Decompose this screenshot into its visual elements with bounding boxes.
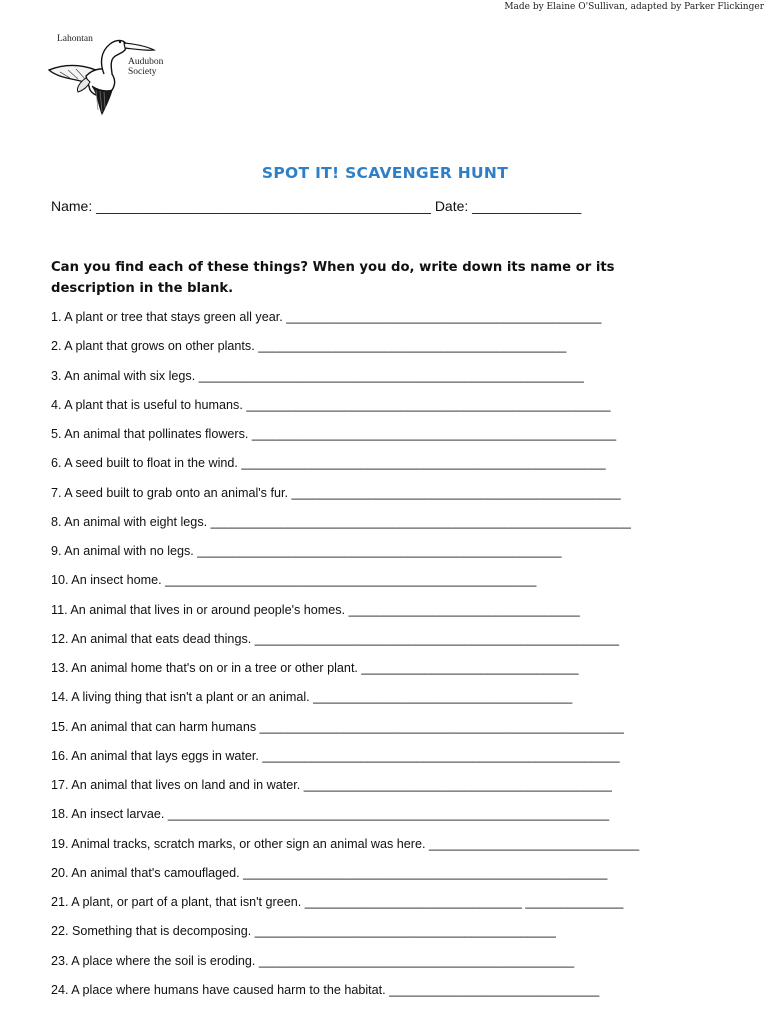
list-item: 22. Something that is decomposing. ___________________________________________ — [51, 924, 556, 939]
scavenger-list — [51, 308, 639, 1010]
list-item: 23. A place where the soil is eroding. _____________________________________________ — [51, 953, 575, 968]
list-item: 21. A plant, or part of a plant, that isn't green. _______________________________ ______________ — [51, 895, 624, 909]
list-item: 10. An insect home. _____________________________________________________ — [51, 573, 537, 588]
list-item: 11. An animal that lives in or around people's homes. _________________________________ — [51, 602, 580, 617]
list-item: 12. An animal that eats dead things. ____________________________________________________ — [51, 631, 619, 646]
list-item: 3. An animal with six legs. _______________________________________________________ — [51, 368, 584, 383]
list-item: 1. A plant or tree that stays green all year. _____________________________________________ — [51, 310, 602, 324]
logo-text-line3: Society — [128, 67, 157, 77]
list-item: 15. An animal that can harm humans ____________________________________________________ — [51, 719, 624, 734]
list-item: 24. A place where humans have caused harm to the habitat. ______________________________ — [51, 982, 600, 997]
list-item: 18. An insect larvae. _______________________________________________________________ — [51, 807, 610, 822]
list-item: 17. An animal that lives on land and in water. ____________________________________________ — [51, 778, 612, 792]
name-date-line: Name: ___________________________________________ Date: ______________ — [51, 198, 582, 214]
logo-text-line1: Lahontan — [57, 34, 93, 44]
list-item: 9. An animal with no legs. ____________________________________________________ — [51, 544, 562, 558]
list-item: 16. An animal that lays eggs in water. ___________________________________________________ — [51, 748, 620, 763]
list-item: 4. A plant that is useful to humans. ____________________________________________________ — [51, 397, 611, 412]
list-item: 8. An animal with eight legs. ____________________________________________________________ — [51, 514, 631, 529]
list-item: 19. Animal tracks, scratch marks, or other sign an animal was here. ______________________________ — [51, 836, 640, 851]
audubon-logo — [46, 30, 176, 116]
list-item: 6. A seed built to float in the wind. ____________________________________________________ — [51, 456, 606, 471]
instructions: Can you find each of these things? When you do, write down its name or its description in the blank. — [51, 260, 615, 296]
list-item: 2. A plant that grows on other plants. ____________________________________________ — [51, 339, 567, 354]
list-item: 5. An animal that pollinates flowers. ____________________________________________________ — [51, 427, 617, 441]
logo-text-line2: Audubon — [128, 57, 164, 67]
list-item: 20. An animal that's camouflaged. ____________________________________________________ — [51, 865, 608, 880]
list-item: 7. A seed built to grab onto an animal's fur. _______________________________________________ — [51, 485, 621, 500]
credit-line: Made by Elaine O'Sullivan, adapted by Parker Flickinger — [504, 2, 764, 12]
page-title: SPOT IT! SCAVENGER HUNT — [261, 164, 509, 182]
list-item: 13. An animal home that's on or in a tree or other plant. _______________________________ — [51, 661, 579, 675]
list-item: 14. A living thing that isn't a plant or an animal. _____________________________________ — [51, 690, 573, 705]
